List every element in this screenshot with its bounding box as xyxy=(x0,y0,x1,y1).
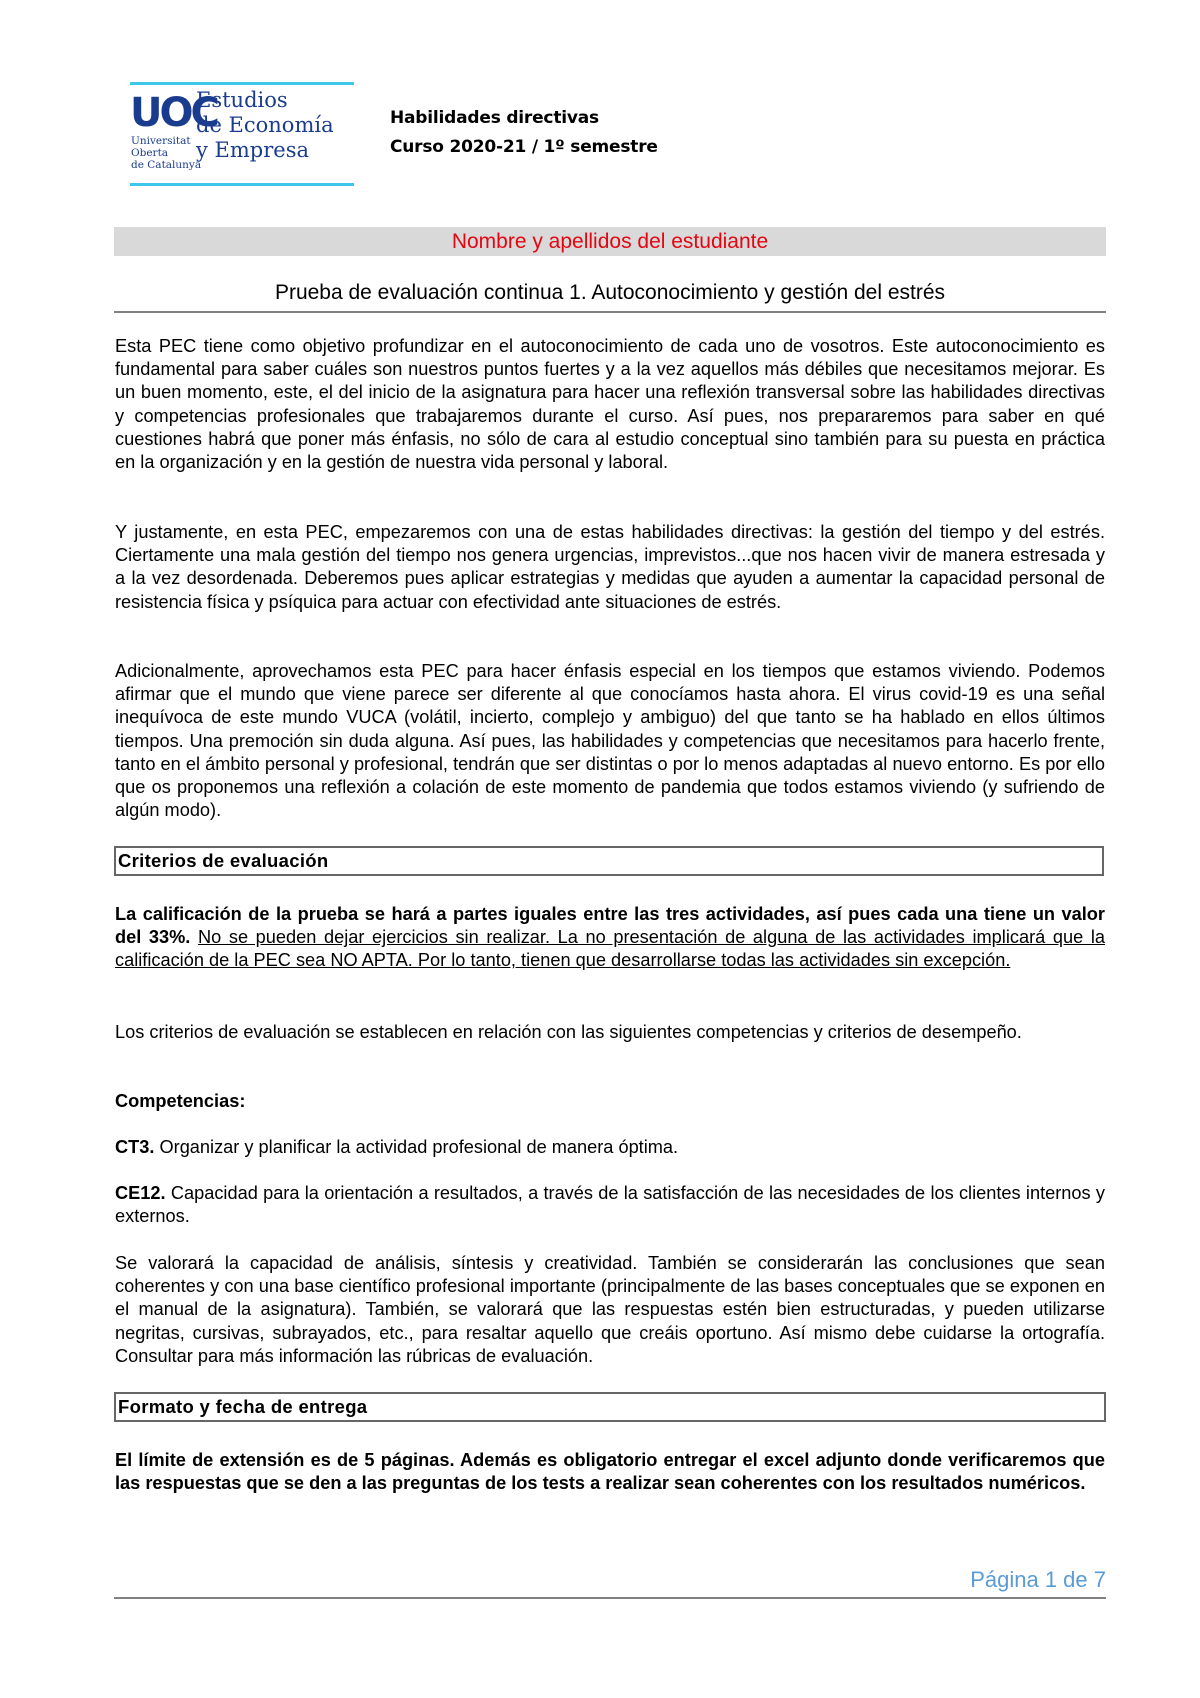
uoc-mark: UOC xyxy=(130,90,217,136)
university-line-3: de Catalunya xyxy=(131,159,202,171)
course-term: Curso 2020-21 / 1º semestre xyxy=(390,137,658,157)
university-line-1: Universitat xyxy=(131,135,191,147)
studies-line-1: Estudios xyxy=(196,88,288,112)
intro-paragraph-3: Adicionalmente, aprovechamos esta PEC para hacer énfasis especial en los tiempos que estamos viviendo. Podemos afirmar que el mundo que viene parece ser diferente al que conocíamos hasta ahora. El virus covid-19 es una señal inequívoca de este mundo VUCA (volátil, incierto, complejo y ambiguo) del que tanto se ha hablado en ellos últimos tiempos. Una premoción sin duda alguna. Así pues, las habilidades y competencias que necesitamos para hacerlo frente, tanto en el ámbito personal y profesional, tendrán que ser distintas o por lo menos adaptadas al nuevo entorno. Es por ello que os proponemos una reflexión a colación de este momento de pandemia que todos estamos viviendo (y sufriendo de algún modo). xyxy=(115,661,1105,821)
studies-line-3: y Empresa xyxy=(196,138,309,162)
criteria-intro: Los criterios de evaluación se establecen en relación con las siguientes competencias y criterios de desempeño. xyxy=(115,1022,1022,1042)
uoc-logo-graphic xyxy=(130,82,354,186)
intro-paragraph-2: Y justamente, en esta PEC, empezaremos con una de estas habilidades directivas: la gestión del tiempo y del estrés. Ciertamente una mala gestión del tiempo nos genera urgencias, imprevistos...que nos hacen vivir de manera estresada y a la vez desordenada. Deberemos pues aplicar estrategias y medidas que ayuden a aumentar la capacidad personal de resistencia física y psíquica para actuar con efectividad ante situaciones de estrés. xyxy=(115,522,1105,612)
competencias-label: Competencias: xyxy=(115,1091,246,1111)
document-title: Prueba de evaluación continua 1. Autoconocimiento y gestión del estrés xyxy=(114,279,1106,313)
student-name-field: Nombre y apellidos del estudiante xyxy=(114,227,1106,256)
grading-bold-text: La calificación de la prueba se hará a partes iguales entre las tres actividades, así pues cada una tiene un valor del 33%. xyxy=(115,904,1105,948)
ce12-code: CE12. xyxy=(115,1183,166,1203)
ct3-code: CT3. xyxy=(115,1137,155,1157)
assessment-paragraph: Se valorará la capacidad de análisis, síntesis y creatividad. También se considerarán las conclusiones que sean coherentes y con una base científico profesional importante (principalmente de las bases conceptuales que se exponen en el manual de la asignatura). También, se valorará que las respuestas estén bien estructuradas, y pueden utilizarse negritas, cursivas, subrayados, etc., para resaltar aquello que creáis oportuno. Así mismo debe cuidarse la ortografía. Consultar para más información las rúbricas de evaluación. xyxy=(115,1253,1105,1366)
studies-line-2: de Economía xyxy=(196,113,334,137)
course-info xyxy=(390,104,658,162)
format-paragraph: El límite de extensión es de 5 páginas. Además es obligatorio entregar el excel adjunto donde verificaremos que las respuestas que se den a las preguntas de los tests a realizar sean coherentes con los resultados numéricos. xyxy=(115,1450,1105,1494)
ce12-text: Capacidad para la orientación a resultados, a través de la satisfacción de las necesidades de los clientes internos y externos. xyxy=(115,1183,1105,1227)
university-line-2: Oberta xyxy=(131,147,169,159)
competency-ce12 xyxy=(115,1182,1105,1228)
uoc-logo xyxy=(130,82,354,186)
grading-underlined-text: No se pueden dejar ejercicios sin realizar. La no presentación de alguna de las actividades implicará que la calificación de la PEC sea NO APTA. Por lo tanto, tienen que desarrollarse todas las actividades sin excepción. xyxy=(115,927,1105,971)
intro-paragraph-1: Esta PEC tiene como objetivo profundizar en el autoconocimiento de cada uno de vosotros. Este autoconocimiento es fundamental para saber cuáles son nuestros puntos fuertes y a la vez aquellos más débiles que necesitamos mejorar. Es un buen momento, este, el del inicio de la asignatura para hacer una reflexión transversal sobre las habilidades directivas y competencias profesionales que trabajaremos durante el curso. Así pues, nos prepararemos para saber en qué cuestiones habrá que poner más énfasis, no sólo de cara al estudio conceptual sino también para su puesta en práctica en la organización y en la gestión de nuestra vida personal y laboral. xyxy=(115,336,1105,473)
competency-ct3 xyxy=(115,1136,1105,1159)
subject-name: Habilidades directivas xyxy=(390,108,599,128)
grading-paragraph xyxy=(115,903,1105,973)
page-number: Página 1 de 7 xyxy=(114,1566,1106,1599)
criteria-heading: Criterios de evaluación xyxy=(114,846,1104,876)
format-heading: Formato y fecha de entrega xyxy=(114,1392,1106,1422)
ct3-text: Organizar y planificar la actividad profesional de manera óptima. xyxy=(159,1137,679,1157)
